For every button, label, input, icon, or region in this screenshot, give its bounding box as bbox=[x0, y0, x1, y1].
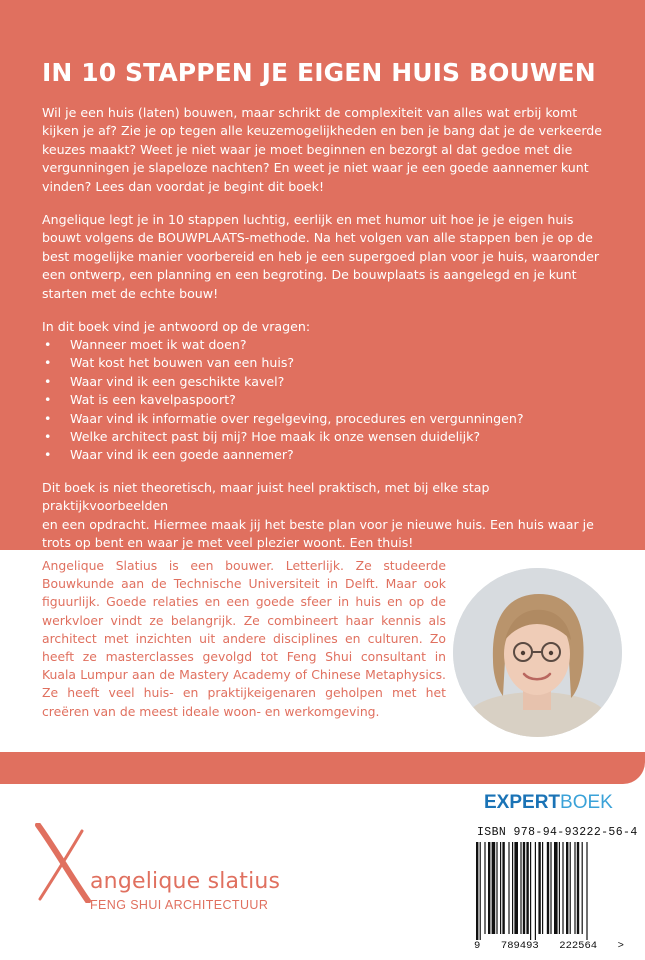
bullet: • bbox=[44, 337, 52, 352]
intro-paragraph bbox=[42, 104, 612, 196]
publisher-name-part-1: EXPERT bbox=[484, 792, 561, 813]
list-item bbox=[42, 373, 612, 391]
logo-name: angelique slatius bbox=[90, 869, 281, 894]
publisher-logo bbox=[484, 792, 613, 822]
publisher-name-part-2: BOEK bbox=[560, 792, 613, 813]
author-bio-section bbox=[0, 550, 645, 752]
bullet: • bbox=[44, 429, 52, 445]
author-portrait-illustration bbox=[453, 568, 622, 737]
list-item bbox=[42, 354, 612, 372]
question-text: Waar vind ik een geschikte kavel? bbox=[70, 373, 285, 389]
list-item bbox=[42, 410, 612, 428]
text-line: Angelique legt je in 10 stappen luchtig, eerlijk en met humor uit hoe je je eigen huis bbox=[42, 212, 574, 227]
list-item bbox=[42, 336, 612, 354]
text-line: Wil je een huis (laten) bouwen, maar schrikt de complexiteit van alles wat erbij komt bbox=[42, 105, 578, 120]
text-line: kijken je af? Zie je op tegen alle keuzemogelijkheden en ben je bang dat je de verkeerde bbox=[42, 123, 603, 139]
list-item bbox=[42, 391, 612, 409]
text-line: een ontwerp, een planning en een begroting. De bouwplaats is aangelegd en je kunt bbox=[42, 267, 577, 283]
logo-subtitle: FENG SHUI ARCHITECTUUR bbox=[90, 898, 269, 912]
questions-list bbox=[42, 336, 612, 465]
barcode-digit-group: 222564 bbox=[559, 940, 598, 952]
text-line: vergunningen je slapeloze nachten? En weet je niet waar je een goede aannemer kunt bbox=[42, 160, 589, 176]
bullet: • bbox=[44, 410, 52, 426]
question-text: Welke architect past bij mij? Hoe maak ik onze wensen duidelijk? bbox=[70, 429, 481, 445]
bullet: • bbox=[44, 392, 52, 408]
text-line: Dit boek is niet theoretisch, maar juist heel praktisch, met bij elke stap praktijkvoorbeelden bbox=[42, 480, 490, 514]
barcode-digit-group: > bbox=[617, 940, 624, 952]
barcode-digit-group: 9 bbox=[474, 940, 481, 952]
list-item bbox=[42, 428, 612, 446]
text-line: bouwt volgens de BOUWPLAATS-methode. Na het volgen van alle stappen ben je op de bbox=[42, 230, 593, 246]
barcode-digits bbox=[474, 940, 624, 952]
question-text: Waar vind ik een goede aannemer? bbox=[70, 447, 294, 463]
text-line: vinden? Lees dan voordat je begint dit boek! bbox=[42, 178, 325, 194]
bullet: • bbox=[44, 373, 52, 389]
closing-paragraph bbox=[42, 479, 612, 553]
bullet: • bbox=[44, 447, 52, 463]
x-logo-icon bbox=[34, 823, 94, 903]
question-text: Wat is een kavelpaspoort? bbox=[70, 392, 236, 408]
barcode-digit-group: 789493 bbox=[500, 940, 539, 952]
author-logo bbox=[34, 823, 304, 923]
barcode-icon bbox=[474, 842, 624, 940]
decorative-band bbox=[0, 752, 645, 784]
text-line: en een opdracht. Hiermee maak jij het beste plan voor je nieuwe huis. Een huis waar je bbox=[42, 516, 594, 532]
author-bio: Angelique Slatius is een bouwer. Letterlijk. Ze studeerde Bouwkunde aan de Technische Universiteit in Delft. Maar ook figuurlijk. Goede relaties en een goede sfeer in huis en op de werkvloer vindt ze belangrijk. Ze combineert haar kennis als architect met inzichten uit andere disciplines en culturen. Zo heeft ze masterclasses gevolgd tot Feng Shui consultant in Kuala Lumpur aan de Mastery Academy of Chinese Metaphysics. Ze heeft veel huis- en praktijkeigenaren geholpen met het creëren van de meest ideale woon- en werkomgeving. bbox=[42, 558, 446, 719]
question-text: Wanneer moet ik wat doen? bbox=[70, 337, 247, 352]
text-line: starten met de echte bouw! bbox=[42, 285, 219, 301]
question-text: Waar vind ik informatie over regelgeving, procedures en vergunningen? bbox=[70, 410, 524, 426]
questions-intro: In dit boek vind je antwoord op de vragen: bbox=[42, 319, 311, 334]
isbn-label: ISBN 978-94-93222-56-4 bbox=[477, 826, 638, 839]
method-paragraph bbox=[42, 211, 612, 303]
author-photo bbox=[453, 568, 622, 737]
book-title: IN 10 STAPPEN JE EIGEN HUIS BOUWEN bbox=[42, 58, 596, 87]
bullet: • bbox=[44, 355, 52, 371]
question-text: Wat kost het bouwen van een huis? bbox=[70, 355, 295, 371]
text-line: trots op bent en waar je met veel plezier woont. Een thuis! bbox=[42, 535, 414, 551]
text-line: keuzes maakt? Weet je niet waar je moet beginnen en bezorgt al dat gedoe met die bbox=[42, 141, 573, 157]
list-item bbox=[42, 446, 612, 464]
text-line: best mogelijke manier voorbereid en heb je een supergoed plan voor je huis, waaronder bbox=[42, 248, 600, 264]
